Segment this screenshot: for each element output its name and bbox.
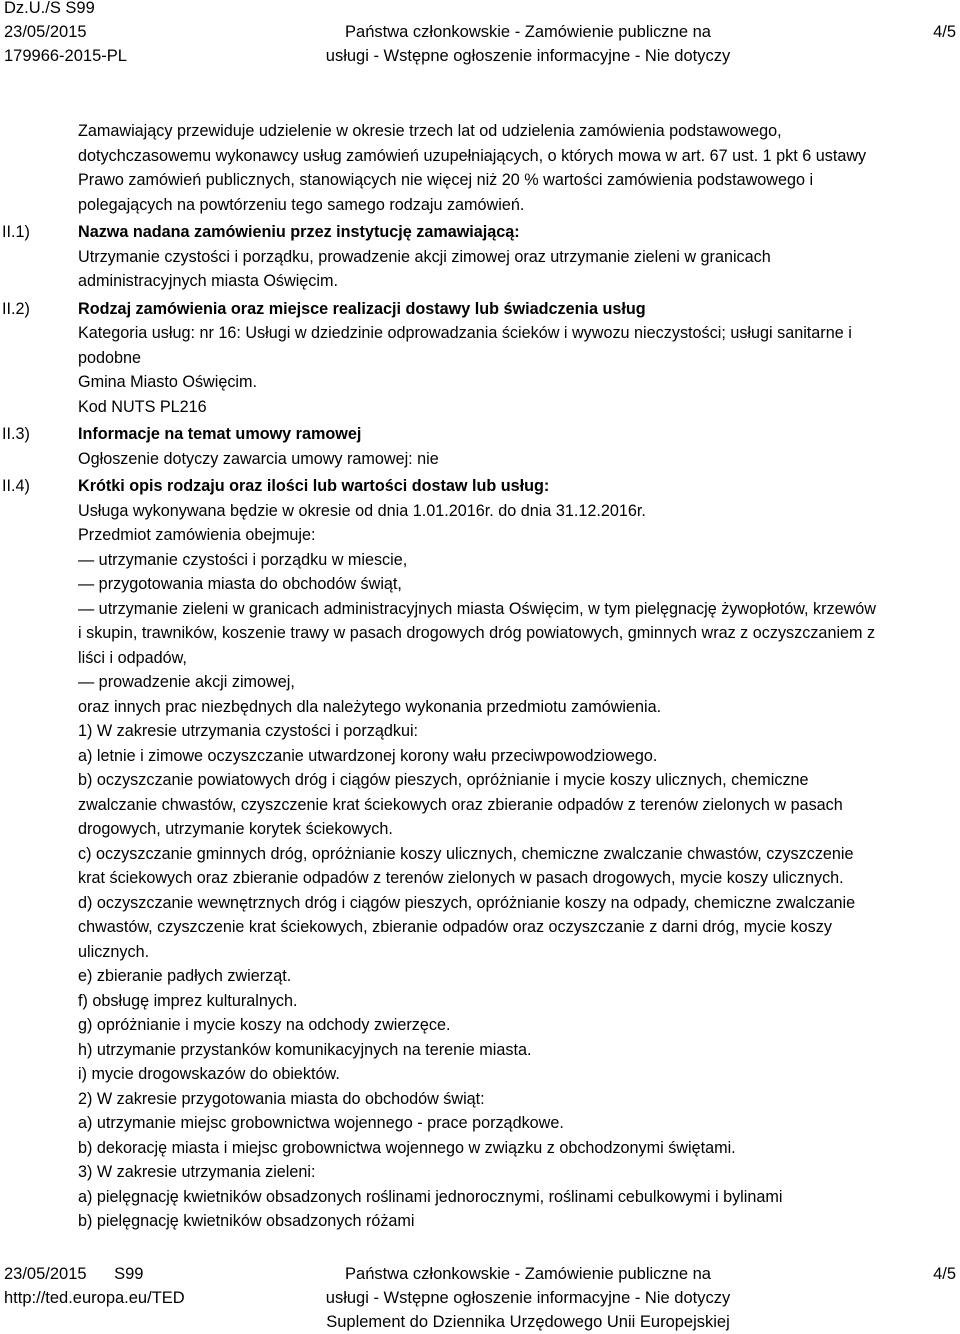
section-line: liści i odpadów, xyxy=(78,648,187,667)
section-title: Rodzaj zamówienia oraz miejsce realizacji dostawy lub świadczenia usług xyxy=(78,299,646,318)
section-number: II.2) xyxy=(2,299,30,318)
section-title: Nazwa nadana zamówieniu przez instytucję zamawiającą: xyxy=(78,223,520,241)
section-line: Ogłoszenie dotyczy zawarcia umowy ramowej: nie xyxy=(78,449,439,468)
section-title: Informacje na temat umowy ramowej xyxy=(78,425,362,443)
section-line: — utrzymanie zieleni w granicach administracyjnych miasta Oświęcim, w tym pielęgnację żywopłotów, krzewów xyxy=(78,599,876,618)
section-number: II.3) xyxy=(2,425,30,443)
section-line: Przedmiot zamówienia obejmuje: xyxy=(78,526,316,544)
section-line: a) utrzymanie miejsc grobownictwa wojennego - prace porządkowe. xyxy=(78,1114,564,1132)
section-line: c) oczyszczanie gminnych dróg, opróżnianie koszy ulicznych, chemiczne zwalczanie chwastów, czyszczenie xyxy=(78,844,854,863)
section-title: Krótki opis rodzaju oraz ilości lub wartości dostaw lub usług: xyxy=(78,477,550,495)
footer-date-series: 23/05/2015 S99 xyxy=(4,1265,144,1283)
section-line: Kod NUTS PL216 xyxy=(78,397,207,416)
header-page-number: 4/5 xyxy=(933,23,956,41)
section-line: b) dekorację miasta i miejsc grobownictwa wojennego w związku z obchodzonymi świętami. xyxy=(78,1138,736,1157)
section xyxy=(2,422,958,471)
section-line: Utrzymanie czystości i porządku, prowadzenie akcji zimowej oraz utrzymanie zieleni w granicach xyxy=(78,247,771,266)
section-line: — prowadzenie akcji zimowej, xyxy=(78,673,295,691)
footer-title-line1: Państwa członkowskie - Zamówienie publiczne na xyxy=(345,1265,711,1283)
section-line: — przygotowania miasta do obchodów świąt, xyxy=(78,575,402,593)
section-number: II.4) xyxy=(2,477,30,495)
journal-ref: Dz.U./S S99 xyxy=(4,0,95,17)
sections xyxy=(2,220,958,1234)
header-title-line1: Państwa członkowskie - Zamówienie publiczne na xyxy=(345,23,711,41)
section-line: 3) W zakresie utrzymania zieleni: xyxy=(78,1163,316,1181)
header-center xyxy=(258,20,798,68)
section-line: oraz innych prac niezbędnych dla należytego wykonania przedmiotu zamówienia. xyxy=(78,697,662,716)
section-line: h) utrzymanie przystanków komunikacyjnych na terenie miasta. xyxy=(78,1040,532,1059)
section-line: ulicznych. xyxy=(78,942,150,961)
footer-center xyxy=(258,1262,798,1334)
footer-title-line2: usługi - Wstępne ogłoszenie informacyjne - Nie dotyczy xyxy=(325,1289,731,1307)
intro-line: Zamawiający przewiduje udzielenie w okresie trzech lat od udzielenia zamówienia podstawowego, xyxy=(78,122,782,140)
section-line: — utrzymanie czystości i porządku w miescie, xyxy=(78,550,408,569)
intro-line: dotychczasowemu wykonawcy usług zamówień uzupełniających, o których mowa w art. 67 ust. 1 pkt 6 ustawy xyxy=(78,146,867,165)
section-line: a) letnie i zimowe oczyszczanie utwardzonej korony wału przeciwpowodziowego. xyxy=(78,746,658,765)
section-line: g) opróżnianie i mycie koszy na odchody zwierzęce. xyxy=(78,1016,451,1034)
footer-supplement: Suplement do Dziennika Urzędowego Unii Europejskiej xyxy=(326,1313,730,1331)
section-line: i skupin, trawników, koszenie trawy w pasach drogowych dróg powiatowych, gminnych wraz z oczyszczaniem z xyxy=(78,624,876,642)
intro-paragraph xyxy=(78,119,958,217)
footer-left xyxy=(4,1262,194,1310)
section xyxy=(2,474,958,1234)
section xyxy=(2,297,958,420)
section-line: administracyjnych miasta Oświęcim. xyxy=(78,272,338,290)
section-line: drogowych, utrzymanie korytek ściekowych. xyxy=(78,820,393,838)
section-line: d) oczyszczanie wewnętrznych dróg i ciągów pieszych, opróżnianie koszy na odpady, chemiczne zwalczanie xyxy=(78,893,856,912)
intro-line: Prawo zamówień publicznych, stanowiących nie więcej niż 20 % wartości zamówienia podstawowego i xyxy=(78,171,814,189)
section-number: II.1) xyxy=(2,223,30,241)
notice-id: 179966-2015-PL xyxy=(4,47,127,65)
section-line: f) obsługę imprez kulturalnych. xyxy=(78,991,298,1010)
header-date: 23/05/2015 xyxy=(4,23,87,41)
footer-page-number: 4/5 xyxy=(933,1265,956,1283)
section-line: Usługa wykonywana będzie w okresie od dnia 1.01.2016r. do dnia 31.12.2016r. xyxy=(78,501,646,520)
section-line: a) pielęgnację kwietników obsadzonych roślinami jednorocznymi, roślinami cebulkowymi i bylinami xyxy=(78,1187,783,1206)
section-line: Gmina Miasto Oświęcim. xyxy=(78,373,257,391)
section-line: b) pielęgnację kwietników obsadzonych różami xyxy=(78,1212,415,1230)
section-line: b) oczyszczanie powiatowych dróg i ciągów pieszych, opróżnianie i mycie koszy ulicznych, chemiczne xyxy=(78,771,809,789)
section-line: 1) W zakresie utrzymania czystości i porządkui: xyxy=(78,722,419,740)
section xyxy=(2,220,958,294)
section-line: i) mycie drogowskazów do obiektów. xyxy=(78,1065,340,1083)
header-title-line2: usługi - Wstępne ogłoszenie informacyjne - Nie dotyczy xyxy=(325,47,731,65)
section-line: Kategoria usług: nr 16: Usługi w dziedzinie odprowadzania ścieków i wywozu nieczystości; usługi sanitarne i xyxy=(78,324,852,342)
section-line: zwalczanie chwastów, czyszczenie krat ściekowych oraz zbieranie odpadów z terenów zielonych w pasach xyxy=(78,795,843,814)
section-line: e) zbieranie padłych zwierząt. xyxy=(78,967,292,985)
section-line: 2) W zakresie przygotowania miasta do obchodów świąt: xyxy=(78,1089,485,1108)
section-line: chwastów, czyszczenie krat ściekowych, zbieranie odpadów oraz oczyszczanie z darni dróg, mycie koszy xyxy=(78,918,832,936)
section-line: podobne xyxy=(78,348,142,367)
section-line: krat ściekowych oraz zbieranie odpadów z terenów zielonych w pasach drogowych, mycie koszy ulicznych. xyxy=(78,869,844,887)
header-left xyxy=(4,0,194,68)
intro-line: polegających na powtórzeniu tego samego rodzaju zamówień. xyxy=(78,195,525,214)
footer-url: http://ted.europa.eu/TED xyxy=(4,1289,185,1307)
notice-body xyxy=(2,119,958,1234)
